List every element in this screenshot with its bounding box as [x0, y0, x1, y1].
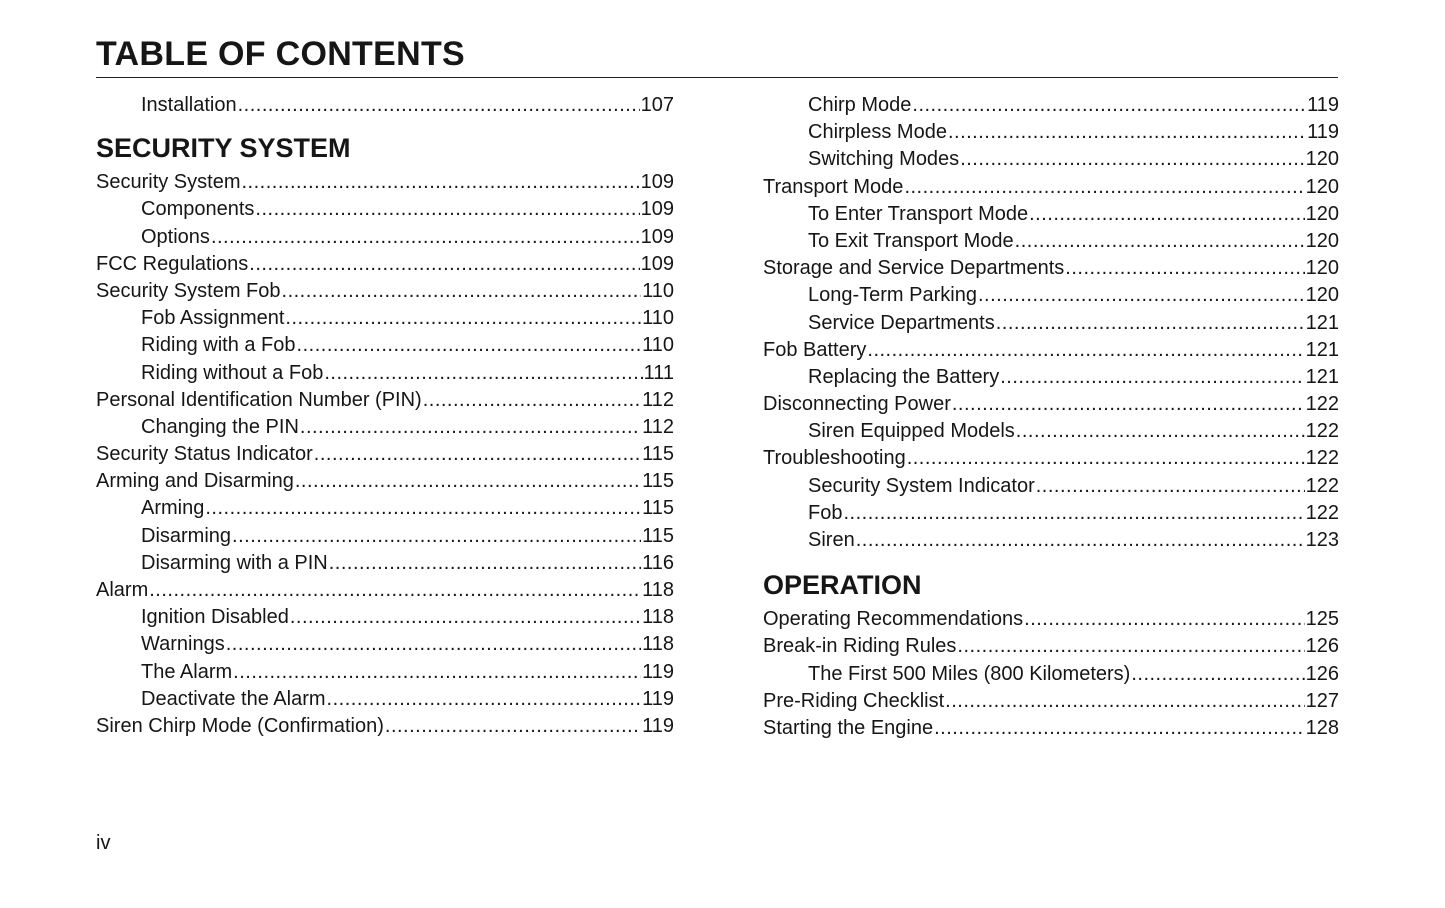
toc-dot-leader [978, 282, 1305, 309]
toc-dot-leader [856, 527, 1305, 554]
toc-dot-leader [329, 550, 641, 577]
toc-entry [763, 174, 1339, 201]
toc-entry-label: Disarming [141, 524, 232, 547]
toc-dot-leader [385, 713, 641, 740]
toc-entry-page: 112 [642, 415, 674, 438]
toc-entry-page: 122 [1305, 501, 1339, 524]
toc-entry-label: Changing the PIN [141, 415, 299, 438]
toc-entry-label: Riding with a Fob [141, 334, 296, 357]
toc-entry [96, 713, 674, 740]
toc-entry-label: Transport Mode [763, 175, 904, 198]
toc-entry-page: 115 [642, 524, 674, 547]
toc-entry-label: Personal Identification Number (PIN) [96, 388, 422, 411]
toc-dot-leader [934, 715, 1305, 742]
toc-entry-page: 126 [1305, 662, 1339, 685]
toc-entry-page: 119 [642, 660, 674, 683]
toc-entry-page: 119 [642, 714, 674, 737]
toc-entry-page: 107 [640, 94, 674, 116]
toc-entry-label: Fob Assignment [141, 307, 285, 330]
toc-entry-page: 118 [642, 633, 674, 656]
toc-entry-label: Alarm [96, 579, 149, 601]
toc-entry-page: 110 [642, 307, 674, 330]
toc-entry-label: Options [141, 225, 210, 248]
toc-entry [763, 473, 1339, 500]
toc-entry-page: 120 [1305, 148, 1339, 171]
toc-entry [96, 305, 674, 332]
toc-entry [763, 606, 1339, 633]
toc-dot-leader [232, 523, 641, 550]
toc-entry [763, 661, 1339, 688]
toc-entry-label: Service Departments [808, 311, 995, 334]
toc-entry [763, 633, 1339, 660]
toc-entry-label: Long-Term Parking [808, 284, 977, 307]
toc-entry-page: 109 [640, 252, 674, 275]
toc-entry-label: Installation [141, 94, 237, 116]
toc-dot-leader [948, 119, 1306, 146]
toc-entry [763, 364, 1339, 391]
toc-dot-leader [912, 92, 1306, 119]
toc-list-operation [763, 606, 1339, 742]
toc-dot-leader [996, 310, 1305, 337]
toc-entry-page: 120 [1305, 257, 1339, 280]
toc-entry [763, 391, 1339, 418]
toc-dot-leader [285, 305, 641, 332]
toc-entry [763, 337, 1339, 364]
toc-entry [96, 686, 674, 713]
toc-entry-page: 127 [1305, 689, 1339, 712]
toc-entry-label: Warnings [141, 633, 225, 656]
toc-entry [96, 631, 674, 658]
toc-entry-page: 121 [1305, 311, 1339, 334]
toc-dot-leader [211, 224, 640, 251]
toc-dot-leader [1016, 418, 1305, 445]
toc-dot-leader [297, 332, 642, 359]
toc-entry-label: Fob Battery [763, 338, 867, 361]
toc-entry-label: Siren Equipped Models [808, 420, 1015, 443]
toc-entry-page: 120 [1305, 202, 1339, 225]
toc-entry-page: 110 [642, 334, 674, 357]
toc-entry-label: To Enter Transport Mode [808, 202, 1029, 225]
toc-dot-leader [1015, 228, 1305, 255]
toc-entry-label: Siren Chirp Mode (Confirmation) [96, 714, 384, 737]
toc-entry-label: Disconnecting Power [763, 393, 951, 416]
toc-entry-page: 119 [642, 687, 674, 710]
page-number: iv [96, 832, 111, 854]
toc-entry-label: Arming [141, 497, 205, 520]
toc-entry [96, 577, 674, 604]
toc-right-column [763, 92, 1339, 742]
toc-entry-page: 118 [642, 606, 674, 629]
toc-dot-leader [843, 500, 1304, 527]
toc-entry-label: Replacing the Battery [808, 365, 1000, 388]
toc-entry [763, 688, 1339, 715]
toc-entry-label: Security System Indicator [808, 474, 1035, 497]
toc-dot-leader [282, 278, 642, 305]
toc-entry [96, 278, 674, 305]
toc-entry-label: FCC Regulations [96, 252, 249, 275]
toc-left-column [96, 92, 674, 740]
toc-entry [96, 224, 674, 251]
toc-entry [763, 146, 1339, 173]
toc-list-pre [96, 92, 674, 119]
toc-entry [763, 418, 1339, 445]
toc-entry [96, 196, 674, 223]
toc-entry [96, 495, 674, 522]
toc-entry-label: Riding without a Fob [141, 361, 324, 384]
toc-dot-leader [241, 169, 639, 196]
toc-dot-leader [205, 495, 641, 522]
toc-dot-leader [1065, 255, 1304, 282]
toc-dot-leader [149, 577, 641, 604]
toc-entry-label: Troubleshooting [763, 447, 906, 470]
toc-dot-leader [300, 414, 641, 441]
toc-list-security [96, 169, 674, 740]
toc-entry [763, 228, 1339, 255]
toc-entry-label: Break-in Riding Rules [763, 635, 957, 658]
toc-entry-label: Components [141, 198, 255, 221]
toc-dot-leader [904, 174, 1304, 201]
toc-dot-leader [295, 468, 641, 495]
toc-dot-leader [957, 633, 1304, 660]
toc-entry [96, 332, 674, 359]
toc-entry-label: Ignition Disabled [141, 606, 289, 629]
toc-dot-leader [1029, 201, 1305, 228]
toc-entry [763, 201, 1339, 228]
toc-entry [96, 550, 674, 577]
toc-dot-leader [867, 337, 1304, 364]
toc-entry-page: 109 [640, 198, 674, 221]
toc-entry-page: 119 [1307, 94, 1339, 116]
section-heading-operation: OPERATION [763, 570, 922, 601]
toc-entry-page: 125 [1305, 608, 1339, 631]
toc-dot-leader [1131, 661, 1304, 688]
toc-entry-label: Security System Fob [96, 279, 281, 302]
toc-dot-leader [249, 251, 639, 278]
toc-entry-label: Starting the Engine [763, 716, 934, 739]
toc-entry-page: 109 [640, 171, 674, 194]
toc-entry [763, 527, 1339, 554]
toc-entry-page: 115 [642, 443, 674, 466]
toc-entry [96, 169, 674, 196]
toc-entry [763, 119, 1339, 146]
toc-entry [96, 251, 674, 278]
toc-entry [763, 255, 1339, 282]
toc-entry-label: Pre-Riding Checklist [763, 689, 945, 712]
toc-dot-leader [1024, 606, 1304, 633]
toc-entry-page: 122 [1305, 393, 1339, 416]
toc-entry-label: To Exit Transport Mode [808, 229, 1014, 252]
toc-entry [763, 310, 1339, 337]
toc-entry [763, 715, 1339, 742]
toc-entry-page: 115 [642, 497, 674, 520]
toc-entry-label: Chirp Mode [808, 94, 912, 116]
toc-entry-label: Switching Modes [808, 148, 960, 171]
toc-entry-page: 119 [1307, 121, 1339, 144]
toc-dot-leader [255, 196, 639, 223]
toc-entry [763, 500, 1339, 527]
toc-entry [96, 604, 674, 631]
toc-entry-label: Arming and Disarming [96, 470, 294, 493]
toc-entry [96, 659, 674, 686]
toc-entry-page: 126 [1305, 635, 1339, 658]
toc-dot-leader [423, 387, 641, 414]
toc-entry-page: 115 [642, 470, 674, 493]
toc-entry-label: Disarming with a PIN [141, 551, 328, 574]
toc-entry-label: Siren [808, 529, 855, 551]
toc-entry-page: 111 [643, 361, 674, 384]
toc-entry-page: 121 [1305, 338, 1339, 361]
toc-entry-label: Chirpless Mode [808, 121, 947, 144]
toc-entry-page: 122 [1305, 447, 1339, 470]
toc-entry-label: Storage and Service Departments [763, 257, 1065, 280]
toc-entry [763, 445, 1339, 472]
toc-entry-page: 122 [1305, 474, 1339, 497]
toc-entry [96, 387, 674, 414]
toc-dot-leader [290, 604, 641, 631]
toc-dot-leader [327, 686, 642, 713]
section-heading-security-system: SECURITY SYSTEM [96, 133, 351, 164]
title-divider [96, 77, 1338, 78]
toc-dot-leader [314, 441, 641, 468]
toc-entry-page: 120 [1305, 229, 1339, 252]
toc-entry-page: 120 [1305, 175, 1339, 198]
toc-entry-page: 110 [642, 279, 674, 302]
toc-entry-page: 118 [642, 579, 674, 601]
toc-dot-leader [233, 659, 641, 686]
toc-entry [763, 92, 1339, 119]
toc-dot-leader [945, 688, 1304, 715]
toc-entry-page: 112 [642, 388, 674, 411]
toc-dot-leader [952, 391, 1305, 418]
toc-entry-page: 116 [642, 551, 674, 574]
toc-dot-leader [324, 360, 642, 387]
toc-dot-leader [907, 445, 1305, 472]
toc-entry-label: Operating Recommendations [763, 608, 1024, 631]
toc-entry [96, 360, 674, 387]
toc-entry-page: 123 [1305, 529, 1339, 551]
toc-entry-label: Security Status Indicator [96, 443, 313, 466]
toc-entry-page: 128 [1305, 716, 1339, 739]
toc-list-security-continued [763, 92, 1339, 554]
toc-entry [96, 468, 674, 495]
toc-dot-leader [238, 92, 640, 119]
toc-dot-leader [1000, 364, 1304, 391]
toc-entry-label: The First 500 Miles (800 Kilometers) [808, 662, 1131, 685]
toc-dot-leader [226, 631, 641, 658]
toc-entry [96, 523, 674, 550]
toc-entry [96, 92, 674, 119]
toc-entry-label: Fob [808, 501, 843, 524]
toc-entry [96, 414, 674, 441]
toc-entry-page: 109 [640, 225, 674, 248]
toc-entry-page: 121 [1305, 365, 1339, 388]
toc-dot-leader [1036, 473, 1305, 500]
toc-entry-label: Security System [96, 171, 241, 194]
page-title: TABLE OF CONTENTS [96, 35, 466, 73]
toc-entry-label: Deactivate the Alarm [141, 687, 326, 710]
toc-dot-leader [960, 146, 1304, 173]
toc-entry-page: 122 [1305, 420, 1339, 443]
toc-entry [96, 441, 674, 468]
toc-entry [763, 282, 1339, 309]
toc-entry-label: The Alarm [141, 660, 233, 683]
toc-entry-page: 120 [1305, 284, 1339, 307]
